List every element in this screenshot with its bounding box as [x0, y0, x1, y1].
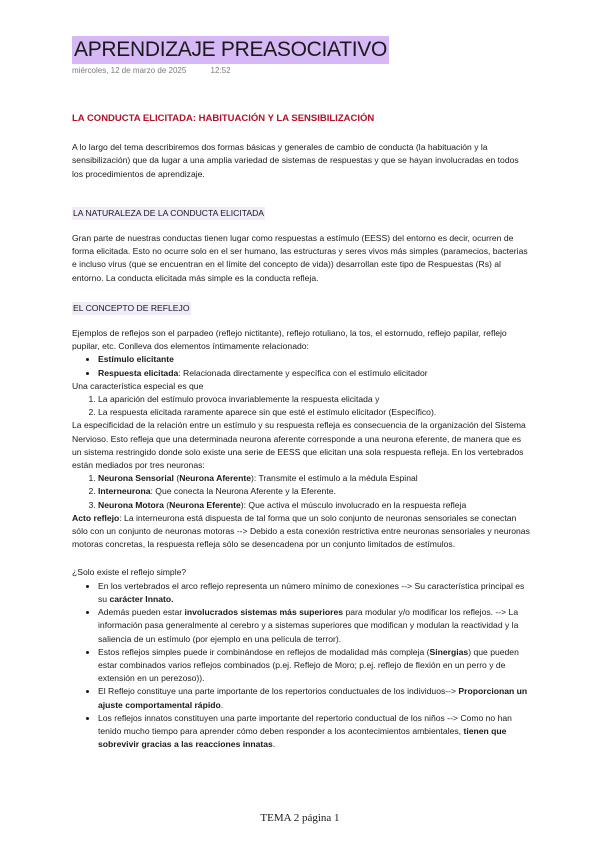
reflejo-paragraph-2: Una característica especial es que — [72, 380, 204, 391]
list-item: • Estímulo elicitante — [98, 353, 532, 366]
page-footer: TEMA 2 página 1 — [260, 812, 340, 824]
subheading-naturaleza: LA NATURALEZA DE LA CONDUCTA ELICITADA — [72, 207, 265, 220]
list-item: • Estos reflejos simples puede ir combinándose en reflejos de modalidad más compleja (Sinergias) que pueden estar combinados varios reflejos combinados (p.ej. Reflejo de Moro; p.ej. reflejo de flexión en un perro y de extensión en un perezoso)). — [98, 646, 532, 686]
acto-reflejo-paragraph: Acto reflejo: La interneurona está dispuesta de tal forma que un solo conjunto de neuronas sensoriales se conectan sólo con un conjunto de neuronas motoras --> Debido a esta conexión restrictiva entre neuronas sensoriales y neuronas motoras concretas, la respuesta refleja sólo se desencadena por un conjunto limitados de estímulos. — [72, 512, 530, 550]
list-item: 1. Neurona Sensorial (Neurona Aferente): Transmite el estímulo a la médula Espinal — [98, 472, 532, 485]
intro-paragraph: A lo largo del tema describiremos dos formas básicas y generales de cambio de conducta (la habituación y la sensibilización) que da lugar a una amplia variedad de sistemas de respuestas y que se hayan involucradas en todos los procedimientos de aprendizaje. — [72, 142, 519, 179]
page-meta — [72, 66, 253, 75]
naturaleza-paragraph: Gran parte de nuestras conductas tienen lugar como respuestas a estímulo (EESS) del entorno es decir, ocurren de forma elicitada. Esto no ocurre solo en el ser humano, las estructuras y seres vivos más simples (paramecios, bacterias e incluso virus (que se encuentran en el límite del concepto de vida)) desarrollan este tipo de Respuestas (Rs) al entorno. La conducta elicitada más simple es la conducta refleja. — [72, 233, 528, 283]
list-item: 1. La aparición del estímulo provoca invariablemente la respuesta elicitada y — [98, 393, 532, 406]
page-time: 12:52 — [210, 66, 231, 75]
page-date: miércoles, 12 de marzo de 2025 — [72, 66, 187, 75]
list-item: • En los vertebrados el arco reflejo representa un número mínimo de conexiones --> Su característica principal es su carácter Innato. — [98, 580, 532, 606]
list-item: • Respuesta elicitada: Relacionada directamente y específica con el estímulo elicitador — [98, 367, 532, 380]
caracteristica-list — [72, 393, 532, 419]
page-content — [72, 112, 532, 751]
list-item: 2. Interneurona: Que conecta la Neurona Aferente y la Eferente. — [98, 485, 532, 498]
section-heading: LA CONDUCTA ELICITADA: HABITUACIÓN Y LA SENSIBILIZACIÓN — [72, 113, 375, 124]
list-item: 3. Neurona Motora (Neurona Eferente): Que activa el músculo involucrado en la respuesta refleja — [98, 499, 532, 512]
neuronas-list — [72, 472, 532, 512]
elementos-list — [72, 353, 532, 379]
list-item: • Además pueden estar involucrados sistemas más superiores para modular y/o modificar los reflejos. --> La información pasa generalmente al cerebro y a sistemas superiores que modifican y modulan la reactividad y la saliencia de un estímulo (por ejemplo en una película de terror). — [98, 606, 532, 646]
list-item: • Los reflejos innatos constituyen una parte importante del repertorio conductual de los niños --> Como no han tenido mucho tiempo para aprender cómo deben responder a los acontecimientos ambientales, tienen que sobrevivir gracias a las reacciones innatas. — [98, 712, 532, 752]
question-line: ¿Solo existe el reflejo simple? — [72, 567, 187, 578]
reflejo-simple-list — [72, 580, 532, 752]
list-item: 2. La respuesta elicitada raramente aparece sin que esté el estímulo elicitador (Específico). — [98, 406, 532, 419]
page-title: APRENDIZAJE PREASOCIATIVO — [72, 36, 389, 64]
subheading-reflejo: EL CONCEPTO DE REFLEJO — [72, 302, 191, 315]
list-item: • El Reflejo constituye una parte importante de los repertorios conductuales de los individuos--> Proporcionan un ajuste comportamental rápido. — [98, 685, 532, 711]
reflejo-paragraph-1: Ejemplos de reflejos son el parpadeo (reflejo nictitante), reflejo rotuliano, la tos, el estornudo, reflejo papilar, reflejo pupilar, etc. Conlleva dos elementos íntimamente relacionado: — [72, 328, 507, 352]
reflejo-paragraph-3: La especificidad de la relación entre un estímulo y su respuesta refleja es consecuencia de la organización del Sistema Nervioso. Esto refleja que una determinada neurona aferente corresponde a una neurona eferente, de manera que es un sistema restringido donde solo existe una serie de EESS que elicitan una sola respuesta refleja. En los vertebrados están mediados por tres neuronas: — [72, 420, 526, 471]
